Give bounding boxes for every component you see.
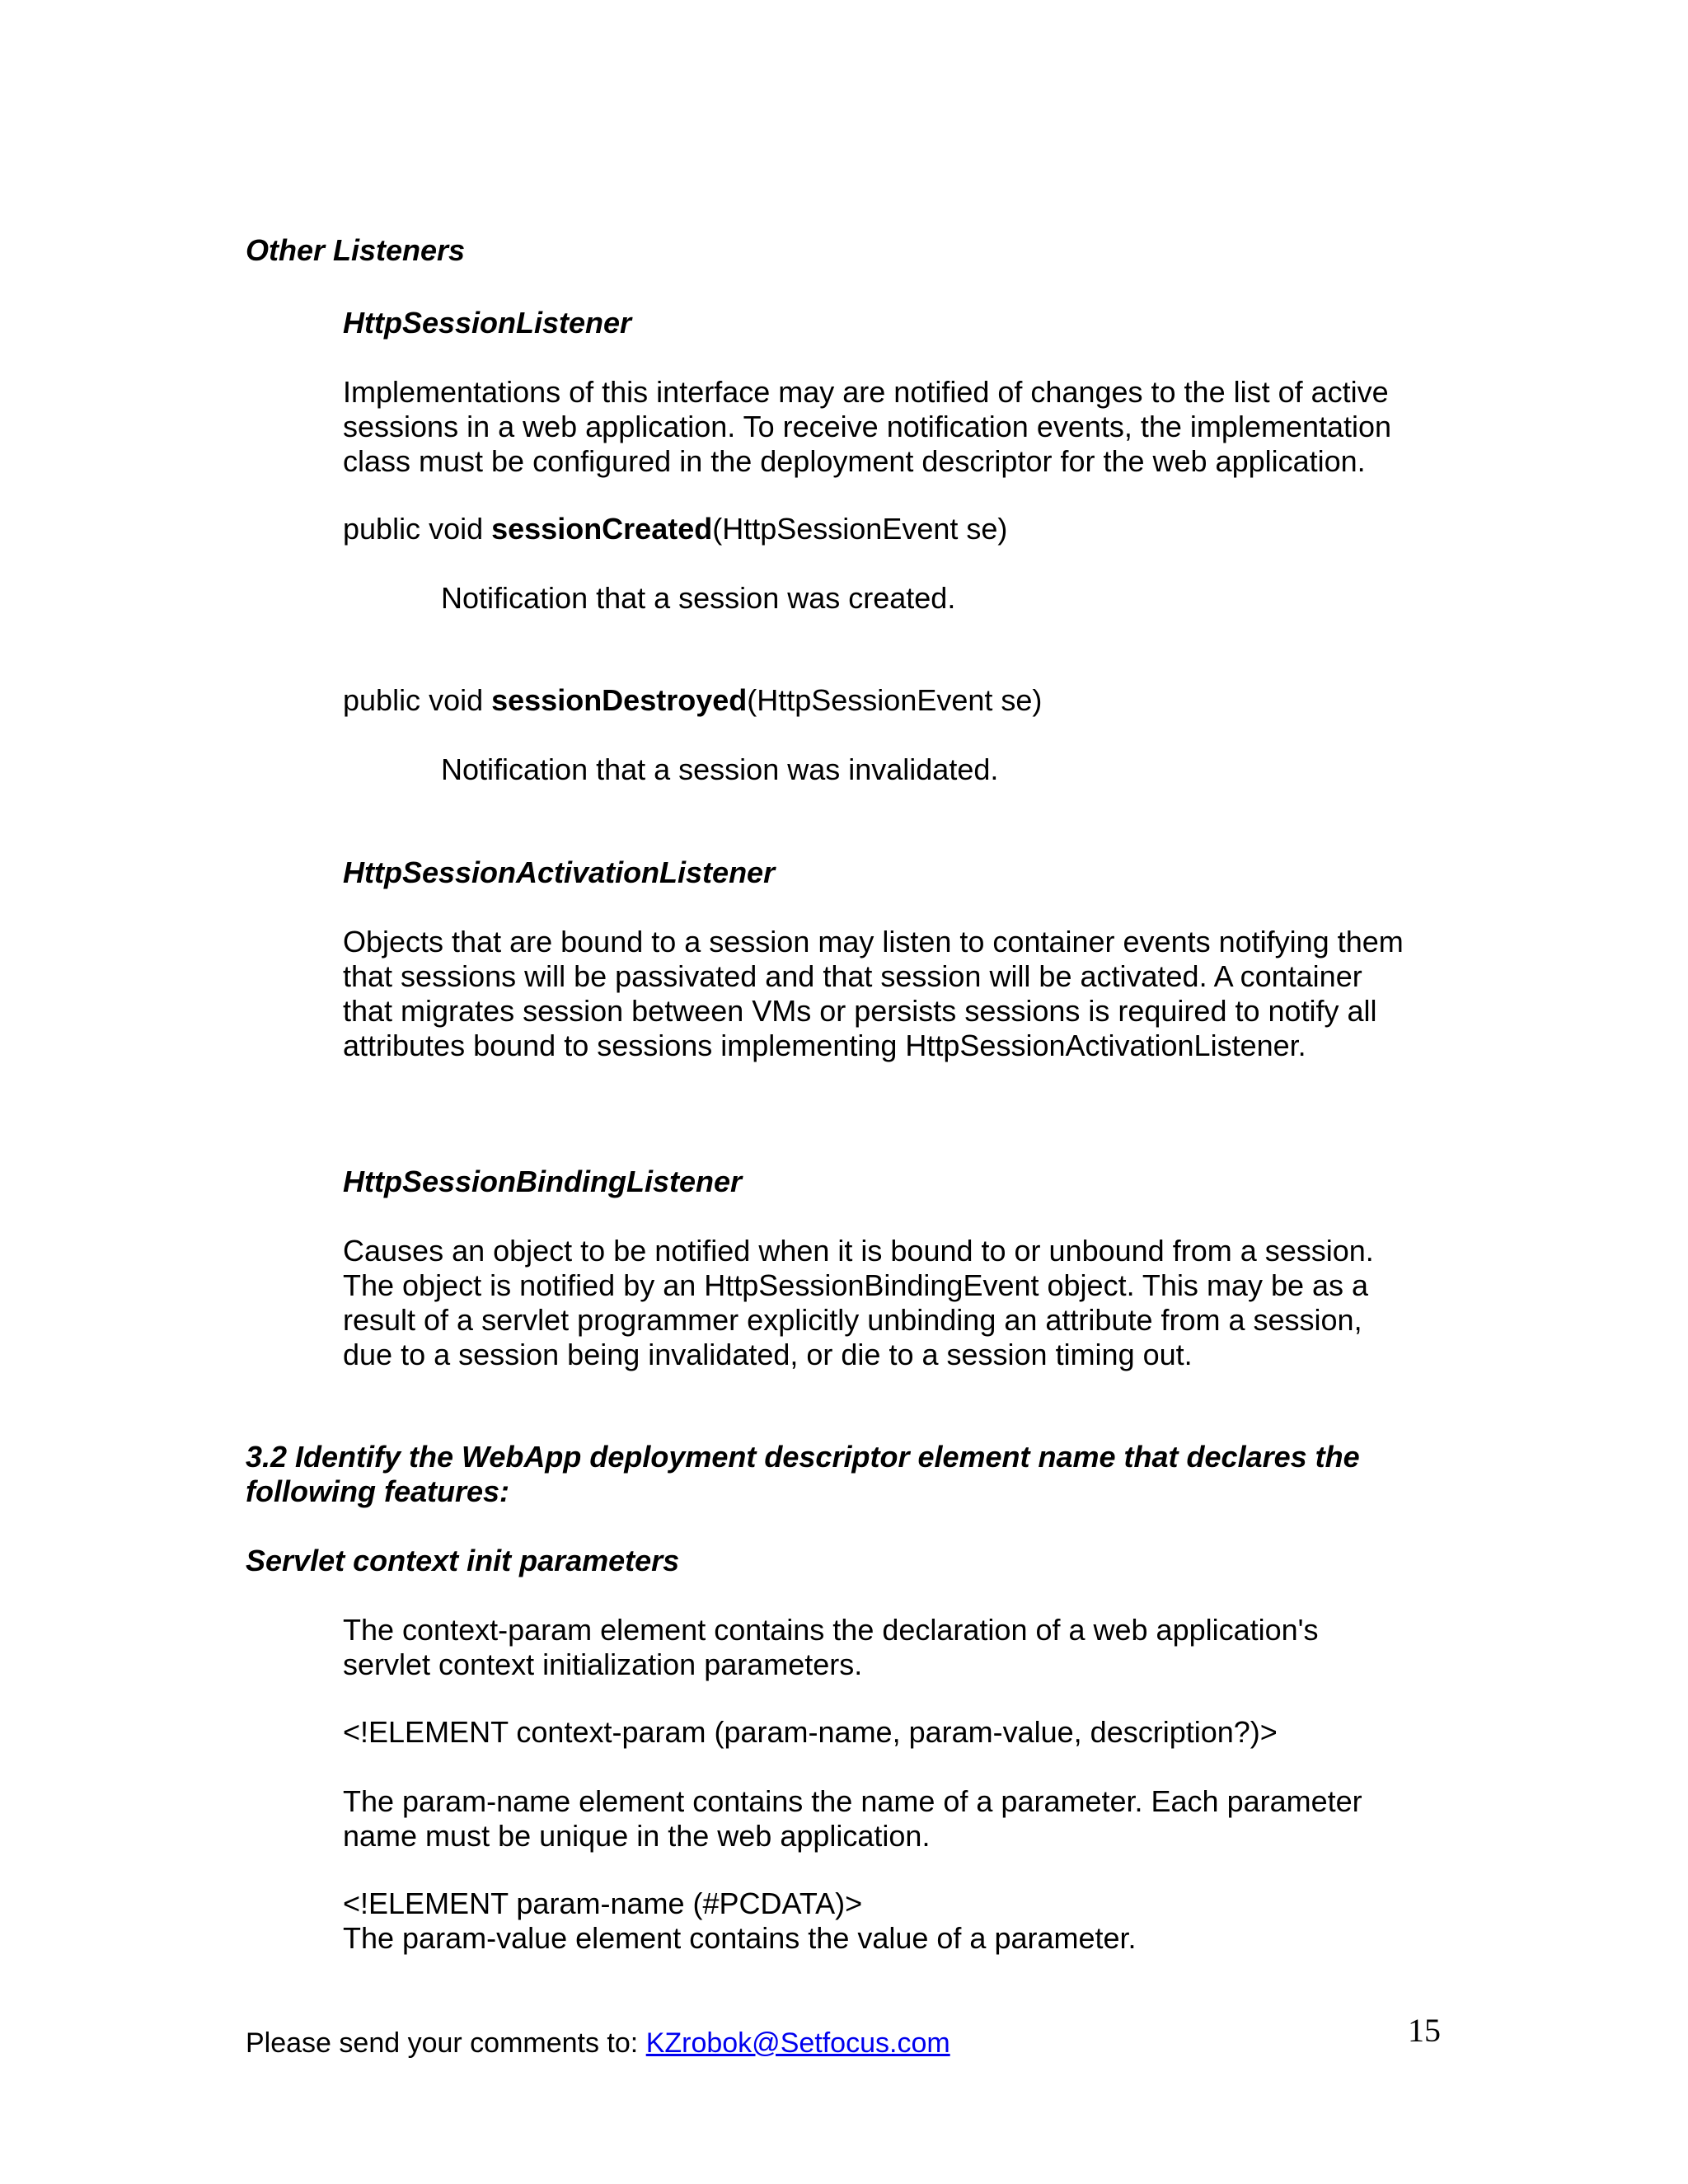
binding-desc-line-2: The object is notified by an HttpSessionBindingEvent object. This may be as a xyxy=(343,1268,1369,1302)
context-param-element-decl: <!ELEMENT context-param (param-name, param-value, description?)> xyxy=(343,1715,1278,1749)
method-name: sessionCreated xyxy=(491,512,713,546)
section-heading: Other Listeners xyxy=(246,233,466,267)
method-signature-session-destroyed xyxy=(343,683,1042,718)
context-param-desc-line-1: The context-param element contains the declaration of a web application's xyxy=(343,1613,1319,1647)
method-description-session-destroyed: Notification that a session was invalidated. xyxy=(441,752,999,786)
http-session-listener-title: HttpSessionListener xyxy=(343,306,632,340)
section-3-2-heading-line-2: following features: xyxy=(246,1474,510,1508)
param-name-desc-line-1: The param-name element contains the name of a parameter. Each parameter xyxy=(343,1784,1362,1818)
binding-desc-line-1: Causes an object to be notified when it is bound to or unbound from a session. xyxy=(343,1234,1374,1268)
method-description-session-created: Notification that a session was created. xyxy=(441,581,956,615)
activation-desc-line-1: Objects that are bound to a session may listen to container events notifying them xyxy=(343,925,1404,958)
param-name-desc-line-2: name must be unique in the web application. xyxy=(343,1819,931,1853)
method-prefix: public void xyxy=(343,683,492,717)
activation-desc-line-3: that migrates session between VMs or persists sessions is required to notify all xyxy=(343,994,1377,1028)
servlet-context-init-params-heading: Servlet context init parameters xyxy=(246,1544,680,1577)
section-3-2-heading-line-1: 3.2 Identify the WebApp deployment descriptor element name that declares the xyxy=(246,1440,1360,1474)
footer-email-link[interactable]: KZrobok@Setfocus.com xyxy=(645,2027,950,2059)
binding-desc-line-3: result of a servlet programmer explicitly unbinding an attribute from a session, xyxy=(343,1303,1362,1337)
activation-desc-line-2: that sessions will be passivated and that session will be activated. A container xyxy=(343,959,1362,993)
method-name: sessionDestroyed xyxy=(491,683,748,717)
footer-prefix: Please send your comments to: xyxy=(246,2027,646,2059)
method-prefix: public void xyxy=(343,512,492,546)
binding-desc-line-4: due to a session being invalidated, or die to a session timing out. xyxy=(343,1338,1193,1371)
context-param-desc-line-2: servlet context initialization parameters. xyxy=(343,1647,863,1681)
method-params: (HttpSessionEvent se) xyxy=(712,512,1008,546)
footer xyxy=(246,2026,950,2060)
page-number: 15 xyxy=(1408,2012,1441,2049)
http-session-listener-desc-line-1: Implementations of this interface may are notified of changes to the list of active xyxy=(343,375,1389,409)
method-signature-session-created xyxy=(343,512,1007,546)
activation-desc-line-4: attributes bound to sessions implementing HttpSessionActivationListener. xyxy=(343,1029,1306,1062)
http-session-binding-listener-title: HttpSessionBindingListener xyxy=(343,1165,743,1198)
http-session-listener-desc-line-3: class must be configured in the deployment descriptor for the web application. xyxy=(343,444,1366,478)
param-name-element-decl: <!ELEMENT param-name (#PCDATA)> xyxy=(343,1886,863,1920)
http-session-activation-listener-title: HttpSessionActivationListener xyxy=(343,855,776,889)
http-session-listener-desc-line-2: sessions in a web application. To receive notification events, the implementation xyxy=(343,410,1392,443)
method-params: (HttpSessionEvent se) xyxy=(747,683,1043,717)
param-value-desc: The param-value element contains the value of a parameter. xyxy=(343,1921,1137,1955)
